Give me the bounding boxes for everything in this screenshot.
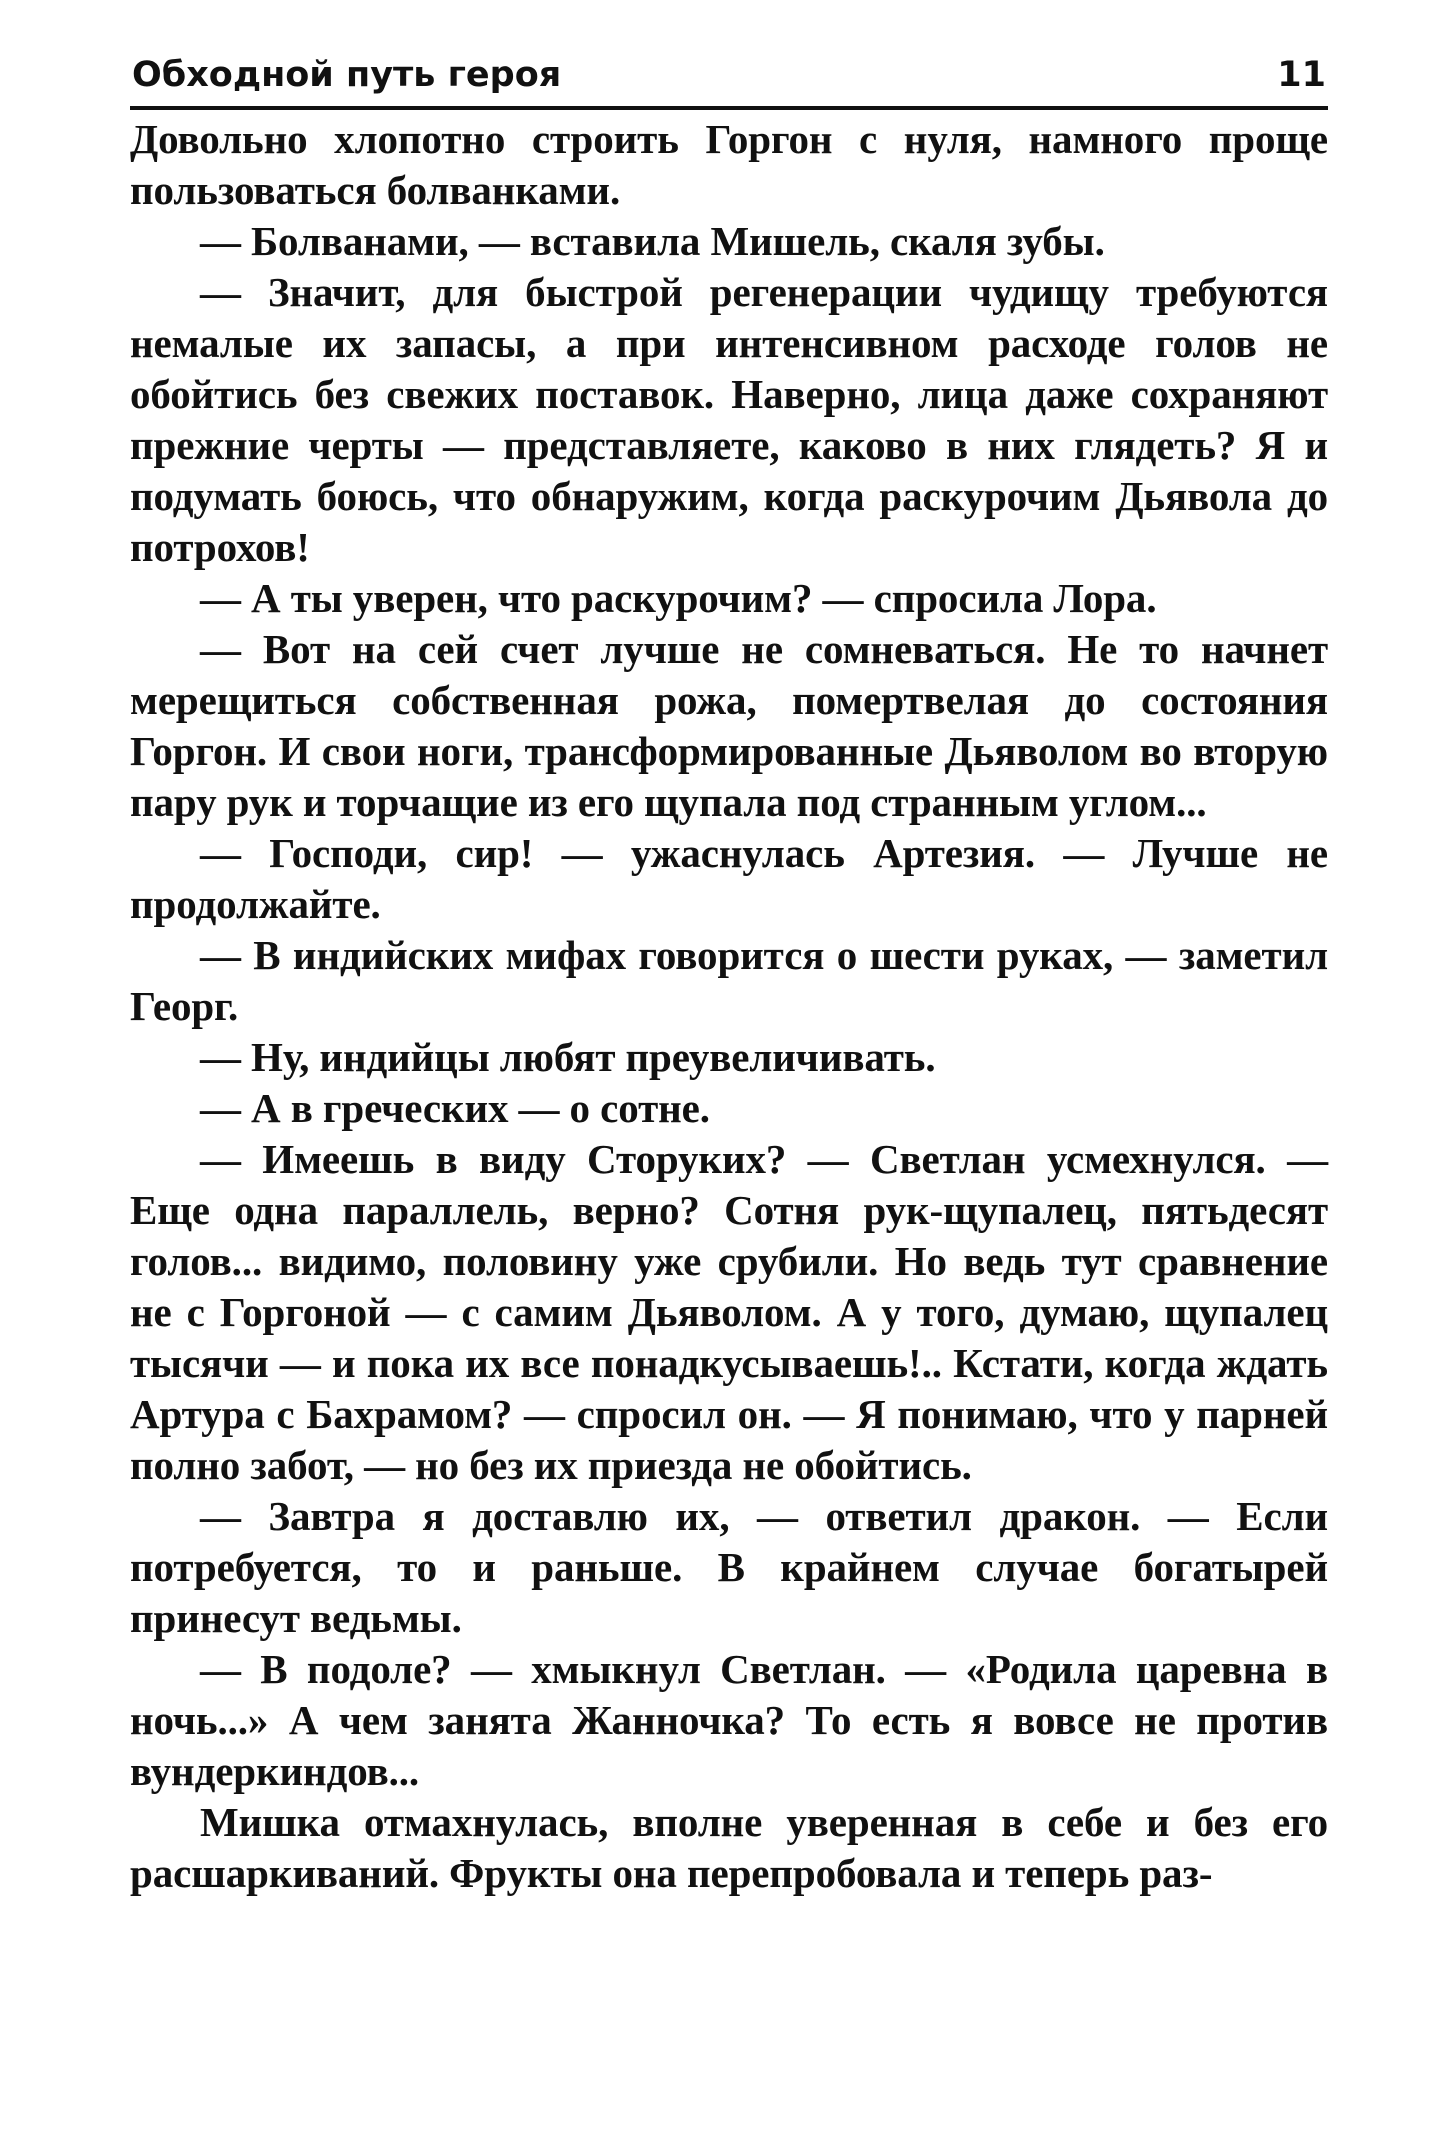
paragraph: — Вот на сей счет лучше не сомневаться. Не то начнет мерещиться собственная рожа, помертвелая до состояния Горгон. И свои ноги, трансформированные Дьяволом во вторую пару рук и торчащие из его щупала под странным углом... [130, 626, 1328, 825]
paragraph: — Значит, для быстрой регенерации чудищу требуются немалые их запасы, а при интенсивном расходе голов не обойтись без свежих поставок. Наверно, лица даже сохраняют прежние черты — представляете, каково в них глядеть? Я и подумать боюсь, что обнаружим, когда раскурочим Дьявола до потрохов! [130, 269, 1328, 570]
book-title: Обходной путь героя [132, 55, 562, 95]
paragraph: Довольно хлопотно строить Горгон с нуля, намного проще пользоваться болванками. [130, 116, 1328, 213]
paragraph: — В подоле? — хмыкнул Светлан. — «Родила царевна в ночь...» А чем занята Жанночка? То есть я вовсе не против вундеркиндов... [130, 1646, 1328, 1794]
header-rule [130, 106, 1328, 110]
paragraph: — Болванами, — вставила Мишель, скаля зубы. [200, 218, 1105, 264]
body-text [130, 114, 1328, 1899]
paragraph: Мишка отмахнулась, вполне уверенная в себе и без его расшаркиваний. Фрукты она перепробовала и теперь раз- [130, 1799, 1328, 1896]
paragraph: — А в греческих — о сотне. [200, 1085, 710, 1131]
paragraph: — Имеешь в виду Сторуких? — Светлан усмехнулся. — Еще одна параллель, верно? Сотня рук-щупалец, пятьдесят голов... видимо, половину уже срубили. Но ведь тут сравнение не с Горгоной — с самим Дьяволом. А у того, думаю, щупалец тысячи — и пока их все понадкусываешь!.. Кстати, когда ждать Артура с Бахрамом? — спросил он. — Я понимаю, что у парней полно забот, — но без их приезда не обойтись. [130, 1136, 1328, 1488]
book-page [130, 52, 1328, 1899]
paragraph: — А ты уверен, что раскурочим? — спросила Лора. [200, 575, 1157, 621]
paragraph: — Завтра я доставлю их, — ответил дракон. — Если потребуется, то и раньше. В крайнем случае богатырей принесут ведьмы. [130, 1493, 1328, 1641]
running-header [130, 52, 1328, 98]
paragraph: — Господи, сир! — ужаснулась Артезия. — Лучше не продолжайте. [130, 830, 1328, 927]
paragraph: — В индийских мифах говорится о шести руках, — заметил Георг. [130, 932, 1328, 1029]
page-number: 11 [1277, 55, 1326, 95]
paragraph: — Ну, индийцы любят преувеличивать. [200, 1034, 936, 1080]
